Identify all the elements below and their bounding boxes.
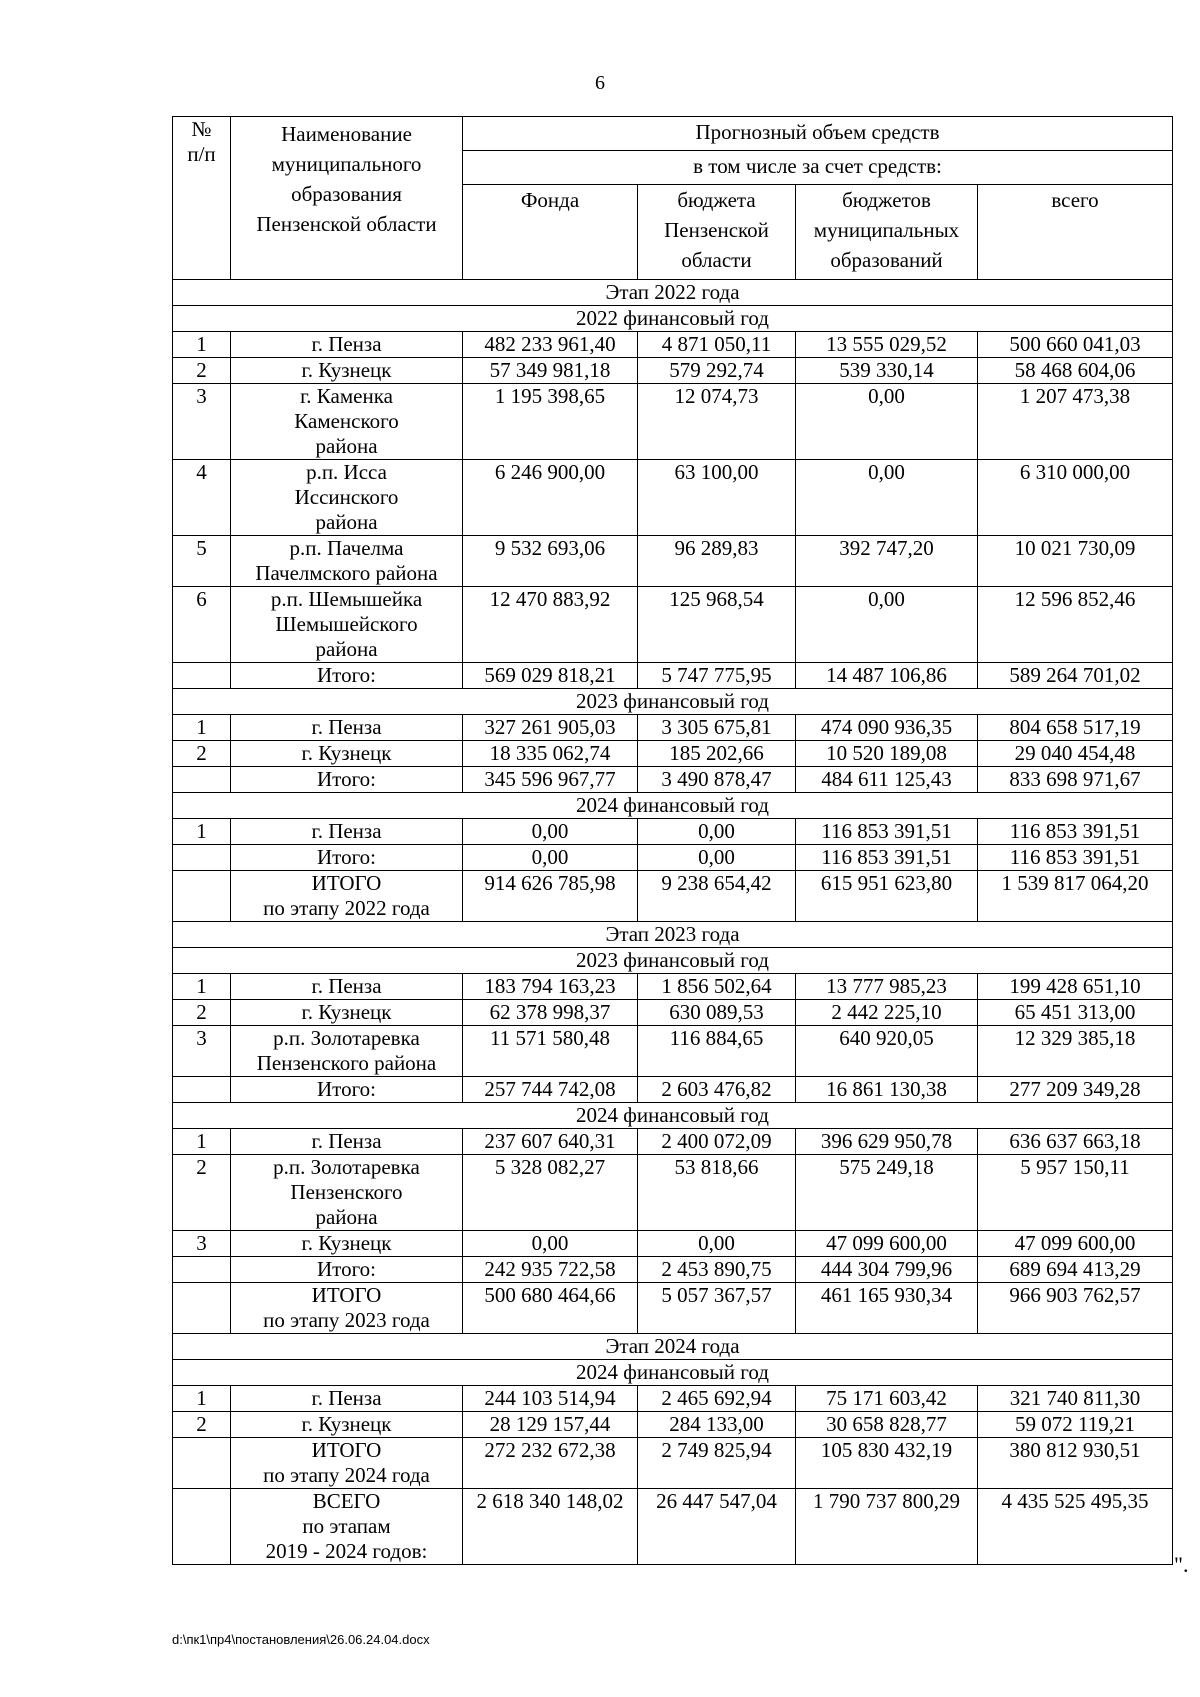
region-budget-amount: 5 747 775,95 (638, 663, 796, 689)
row-number: 1 (173, 1386, 231, 1412)
municipal-budget-amount: 2 442 225,10 (796, 1000, 978, 1026)
municipality-name: ИТОГО по этапу 2023 года (231, 1283, 463, 1334)
fund-amount: 1 195 398,65 (463, 384, 638, 460)
total-amount: 199 428 651,10 (978, 974, 1173, 1000)
header-num: № п/п (173, 117, 231, 280)
municipality-name: Итого: (231, 663, 463, 689)
table-row (173, 819, 1173, 845)
table-row (173, 1077, 1173, 1103)
municipality-name: ИТОГО по этапу 2024 года (231, 1438, 463, 1489)
row-number (173, 1077, 231, 1103)
total-amount: 10 021 730,09 (978, 536, 1173, 587)
fund-amount: 18 335 062,74 (463, 741, 638, 767)
region-budget-amount: 2 603 476,82 (638, 1077, 796, 1103)
municipality-name: г. Каменка Каменского района (231, 384, 463, 460)
fund-amount: 569 029 818,21 (463, 663, 638, 689)
region-budget-amount: 12 074,73 (638, 384, 796, 460)
row-number: 4 (173, 460, 231, 536)
row-number: 6 (173, 587, 231, 663)
municipal-budget-amount: 392 747,20 (796, 536, 978, 587)
total-amount: 966 903 762,57 (978, 1283, 1173, 1334)
header-total: всего (978, 184, 1173, 279)
municipal-budget-amount: 539 330,14 (796, 358, 978, 384)
fund-amount: 11 571 580,48 (463, 1026, 638, 1077)
total-amount: 500 660 041,03 (978, 332, 1173, 358)
region-budget-amount: 630 089,53 (638, 1000, 796, 1026)
municipal-budget-amount: 14 487 106,86 (796, 663, 978, 689)
region-budget-amount: 2 465 692,94 (638, 1386, 796, 1412)
table-row (173, 974, 1173, 1000)
region-budget-amount: 0,00 (638, 1231, 796, 1257)
fund-amount: 62 378 998,37 (463, 1000, 638, 1026)
row-number: 2 (173, 358, 231, 384)
fund-amount: 327 261 905,03 (463, 715, 638, 741)
row-number: 3 (173, 1026, 231, 1077)
fund-amount: 914 626 785,98 (463, 871, 638, 922)
section-title: 2023 финансовый год (173, 689, 1173, 715)
municipal-budget-amount: 0,00 (796, 587, 978, 663)
total-amount: 277 209 349,28 (978, 1077, 1173, 1103)
municipality-name: г. Кузнецк (231, 1000, 463, 1026)
municipal-budget-amount: 1 790 737 800,29 (796, 1489, 978, 1565)
total-amount: 1 539 817 064,20 (978, 871, 1173, 922)
fund-amount: 183 794 163,23 (463, 974, 638, 1000)
section-row (173, 948, 1173, 974)
total-amount: 380 812 930,51 (978, 1438, 1173, 1489)
table-row (173, 767, 1173, 793)
fund-amount: 9 532 693,06 (463, 536, 638, 587)
total-amount: 636 637 663,18 (978, 1129, 1173, 1155)
municipality-name: г. Кузнецк (231, 1231, 463, 1257)
row-number: 5 (173, 536, 231, 587)
municipality-name: г. Пенза (231, 819, 463, 845)
municipal-budget-amount: 0,00 (796, 460, 978, 536)
row-number (173, 871, 231, 922)
section-row (173, 280, 1173, 306)
footer-file-path: d:\пк1\пр4\постановления\26.06.24.04.docx (172, 1632, 430, 1647)
total-amount: 65 451 313,00 (978, 1000, 1173, 1026)
fund-amount: 500 680 464,66 (463, 1283, 638, 1334)
region-budget-amount: 3 305 675,81 (638, 715, 796, 741)
page-number: 6 (595, 72, 605, 94)
fund-amount: 5 328 082,27 (463, 1155, 638, 1231)
row-number: 2 (173, 1412, 231, 1438)
section-title: 2024 финансовый год (173, 793, 1173, 819)
header-forecast: Прогнозный объем средств (463, 117, 1173, 151)
fund-amount: 2 618 340 148,02 (463, 1489, 638, 1565)
fund-amount: 12 470 883,92 (463, 587, 638, 663)
municipal-budget-amount: 474 090 936,35 (796, 715, 978, 741)
municipality-name: г. Пенза (231, 1129, 463, 1155)
fund-amount: 0,00 (463, 819, 638, 845)
total-amount: 12 329 385,18 (978, 1026, 1173, 1077)
municipal-budget-amount: 116 853 391,51 (796, 819, 978, 845)
section-title: 2022 финансовый год (173, 306, 1173, 332)
region-budget-amount: 2 749 825,94 (638, 1438, 796, 1489)
section-row (173, 306, 1173, 332)
total-amount: 5 957 150,11 (978, 1155, 1173, 1231)
fund-amount: 242 935 722,58 (463, 1257, 638, 1283)
region-budget-amount: 53 818,66 (638, 1155, 796, 1231)
municipality-name: р.п. Золотаревка Пензенского района (231, 1155, 463, 1231)
region-budget-amount: 5 057 367,57 (638, 1283, 796, 1334)
municipality-name: г. Пенза (231, 1386, 463, 1412)
table-row (173, 871, 1173, 922)
total-amount: 4 435 525 495,35 (978, 1489, 1173, 1565)
table-row (173, 1386, 1173, 1412)
municipality-name: Итого: (231, 1257, 463, 1283)
municipal-budget-amount: 0,00 (796, 384, 978, 460)
municipality-name: Итого: (231, 845, 463, 871)
table-row (173, 1000, 1173, 1026)
municipal-budget-amount: 116 853 391,51 (796, 845, 978, 871)
section-title: Этап 2024 года (173, 1334, 1173, 1360)
section-title: 2024 финансовый год (173, 1360, 1173, 1386)
table-row (173, 1412, 1173, 1438)
municipality-name: г. Пенза (231, 974, 463, 1000)
table-row (173, 663, 1173, 689)
fund-amount: 6 246 900,00 (463, 460, 638, 536)
section-title: Этап 2023 года (173, 922, 1173, 948)
region-budget-amount: 579 292,74 (638, 358, 796, 384)
row-number: 1 (173, 715, 231, 741)
region-budget-amount: 26 447 547,04 (638, 1489, 796, 1565)
region-budget-amount: 9 238 654,42 (638, 871, 796, 922)
municipality-name: г. Кузнецк (231, 1412, 463, 1438)
fund-amount: 237 607 640,31 (463, 1129, 638, 1155)
municipal-budget-amount: 13 555 029,52 (796, 332, 978, 358)
row-number: 1 (173, 974, 231, 1000)
row-number (173, 845, 231, 871)
fund-amount: 257 744 742,08 (463, 1077, 638, 1103)
row-number: 2 (173, 741, 231, 767)
row-number: 3 (173, 1231, 231, 1257)
section-row (173, 922, 1173, 948)
municipality-name: г. Кузнецк (231, 741, 463, 767)
row-number: 1 (173, 332, 231, 358)
header-region: бюджета Пензенской области (638, 184, 796, 279)
table-row (173, 1438, 1173, 1489)
header-fund: Фонда (463, 184, 638, 279)
region-budget-amount: 4 871 050,11 (638, 332, 796, 358)
total-amount: 689 694 413,29 (978, 1257, 1173, 1283)
header-munic: бюджетов муниципальных образований (796, 184, 978, 279)
municipal-budget-amount: 16 861 130,38 (796, 1077, 978, 1103)
total-amount: 804 658 517,19 (978, 715, 1173, 741)
header-name: Наименование муниципального образования Пензенской области (231, 117, 463, 280)
fund-amount: 345 596 967,77 (463, 767, 638, 793)
municipal-budget-amount: 75 171 603,42 (796, 1386, 978, 1412)
municipal-budget-amount: 10 520 189,08 (796, 741, 978, 767)
region-budget-amount: 116 884,65 (638, 1026, 796, 1077)
table-row (173, 741, 1173, 767)
total-amount: 29 040 454,48 (978, 741, 1173, 767)
municipality-name: ИТОГО по этапу 2022 года (231, 871, 463, 922)
region-budget-amount: 2 400 072,09 (638, 1129, 796, 1155)
table-body (173, 117, 1173, 1565)
table-row (173, 358, 1173, 384)
total-amount: 47 099 600,00 (978, 1231, 1173, 1257)
region-budget-amount: 1 856 502,64 (638, 974, 796, 1000)
municipality-name: Итого: (231, 767, 463, 793)
municipal-budget-amount: 444 304 799,96 (796, 1257, 978, 1283)
municipal-budget-amount: 615 951 623,80 (796, 871, 978, 922)
municipality-name: р.п. Исса Иссинского района (231, 460, 463, 536)
financing-table (172, 116, 1173, 1565)
municipal-budget-amount: 105 830 432,19 (796, 1438, 978, 1489)
row-number (173, 1438, 231, 1489)
municipality-name: г. Кузнецк (231, 358, 463, 384)
total-amount: 6 310 000,00 (978, 460, 1173, 536)
section-row (173, 1334, 1173, 1360)
fund-amount: 57 349 981,18 (463, 358, 638, 384)
municipal-budget-amount: 396 629 950,78 (796, 1129, 978, 1155)
section-title: 2023 финансовый год (173, 948, 1173, 974)
row-number: 3 (173, 384, 231, 460)
row-number (173, 1283, 231, 1334)
fund-amount: 0,00 (463, 845, 638, 871)
total-amount: 116 853 391,51 (978, 845, 1173, 871)
fund-amount: 28 129 157,44 (463, 1412, 638, 1438)
municipal-budget-amount: 575 249,18 (796, 1155, 978, 1231)
total-amount: 1 207 473,38 (978, 384, 1173, 460)
table-header-row-1 (173, 117, 1173, 151)
total-amount: 833 698 971,67 (978, 767, 1173, 793)
total-amount: 116 853 391,51 (978, 819, 1173, 845)
municipal-budget-amount: 30 658 828,77 (796, 1412, 978, 1438)
section-title: 2024 финансовый год (173, 1103, 1173, 1129)
municipality-name: ВСЕГО по этапам 2019 - 2024 годов: (231, 1489, 463, 1565)
municipal-budget-amount: 461 165 930,34 (796, 1283, 978, 1334)
table-row (173, 1026, 1173, 1077)
fund-amount: 482 233 961,40 (463, 332, 638, 358)
municipality-name: р.п. Шемышейка Шемышейского района (231, 587, 463, 663)
row-number (173, 663, 231, 689)
table-row (173, 536, 1173, 587)
table-row (173, 845, 1173, 871)
table-row (173, 332, 1173, 358)
total-amount: 589 264 701,02 (978, 663, 1173, 689)
table-row (173, 1283, 1173, 1334)
row-number (173, 1489, 231, 1565)
municipal-budget-amount: 484 611 125,43 (796, 767, 978, 793)
table-row (173, 587, 1173, 663)
table-row (173, 460, 1173, 536)
municipality-name: г. Пенза (231, 715, 463, 741)
municipal-budget-amount: 13 777 985,23 (796, 974, 978, 1000)
municipal-budget-amount: 640 920,05 (796, 1026, 978, 1077)
region-budget-amount: 2 453 890,75 (638, 1257, 796, 1283)
total-amount: 59 072 119,21 (978, 1412, 1173, 1438)
region-budget-amount: 125 968,54 (638, 587, 796, 663)
municipality-name: Итого: (231, 1077, 463, 1103)
row-number (173, 767, 231, 793)
closing-mark: ". (1174, 1552, 1189, 1577)
header-incl: в том числе за счет средств: (463, 150, 1173, 184)
municipality-name: р.п. Золотаревка Пензенского района (231, 1026, 463, 1077)
region-budget-amount: 3 490 878,47 (638, 767, 796, 793)
table-row (173, 1257, 1173, 1283)
table-row (173, 1155, 1173, 1231)
table-row (173, 1489, 1173, 1565)
fund-amount: 272 232 672,38 (463, 1438, 638, 1489)
table-row (173, 384, 1173, 460)
row-number: 2 (173, 1000, 231, 1026)
row-number (173, 1257, 231, 1283)
section-title: Этап 2022 года (173, 280, 1173, 306)
section-row (173, 1103, 1173, 1129)
row-number: 1 (173, 1129, 231, 1155)
section-row (173, 1360, 1173, 1386)
section-row (173, 793, 1173, 819)
total-amount: 58 468 604,06 (978, 358, 1173, 384)
total-amount: 12 596 852,46 (978, 587, 1173, 663)
table-row (173, 715, 1173, 741)
municipal-budget-amount: 47 099 600,00 (796, 1231, 978, 1257)
region-budget-amount: 284 133,00 (638, 1412, 796, 1438)
total-amount: 321 740 811,30 (978, 1386, 1173, 1412)
region-budget-amount: 0,00 (638, 845, 796, 871)
fund-amount: 0,00 (463, 1231, 638, 1257)
municipality-name: р.п. Пачелма Пачелмского района (231, 536, 463, 587)
table-row (173, 1129, 1173, 1155)
municipality-name: г. Пенза (231, 332, 463, 358)
row-number: 1 (173, 819, 231, 845)
region-budget-amount: 63 100,00 (638, 460, 796, 536)
section-row (173, 689, 1173, 715)
row-number: 2 (173, 1155, 231, 1231)
region-budget-amount: 96 289,83 (638, 536, 796, 587)
region-budget-amount: 0,00 (638, 819, 796, 845)
region-budget-amount: 185 202,66 (638, 741, 796, 767)
table-row (173, 1231, 1173, 1257)
fund-amount: 244 103 514,94 (463, 1386, 638, 1412)
